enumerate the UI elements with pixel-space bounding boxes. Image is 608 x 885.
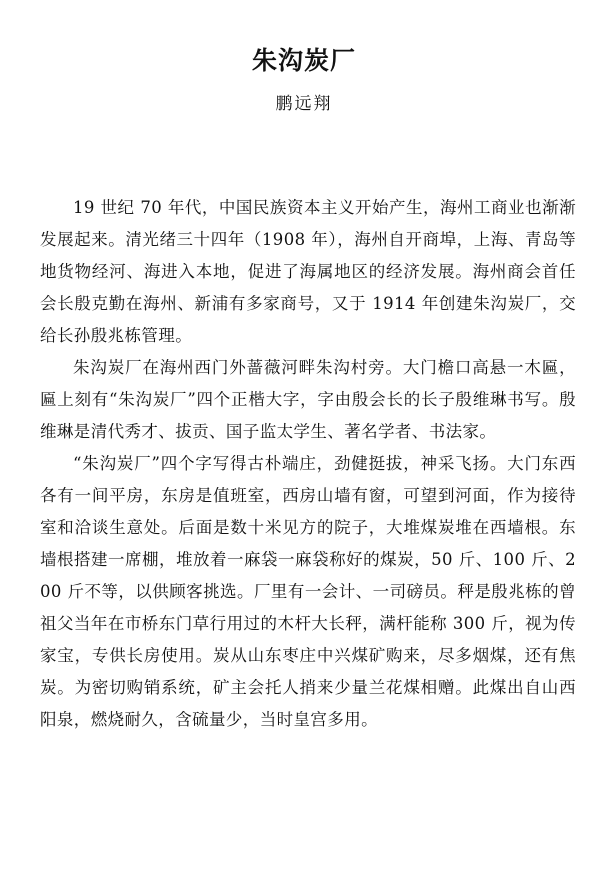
- paragraph-3: “朱沟炭厂”四个字写得古朴端庄，劲健挺拔，神采飞扬。大门东西各有一间平房，东房是值班室，西房山墙有窗，可望到河面，作为接待室和洽谈生意处。后面是数十米见方的院子，大堆煤炭堆在西墙根。东墙根搭建一席棚，堆放着一麻袋一麻袋称好的煤炭，50 斤、100 斤、200 斤不等，以供顾客挑选。厂里有一会计、一司磅员。秤是殷兆栋的曾祖父当年在市桥东门草行用过的木杆大长秤，满杆能称 300 斤，视为传家宝，专供长房使用。炭从山东枣庄中兴煤矿购来，尽多烟煤，还有焦炭。为密切购销系统，矿主会托人捎来少量兰花煤相赠。此煤出自山西阳泉，燃烧耐久，含硫量少，当时皇宫多用。: [40, 454, 576, 729]
- article-body: [40, 192, 576, 736]
- paragraph-1: 19 世纪 70 年代，中国民族资本主义开始产生，海州工商业也渐渐发展起来。清光绪三十四年（1908 年），海州自开商埠，上海、青岛等地货物经河、海进入本地，促进了海属地区的经济发展。海州商会首任会长殷克勤在海州、新浦有多家商号，又于 1914 年创建朱沟炭厂，交给长孙殷兆栋管理。: [40, 198, 576, 345]
- article-author: 鹏远翔: [275, 94, 333, 114]
- article-title: 朱沟炭厂: [251, 46, 356, 75]
- paragraph-2: 朱沟炭厂在海州西门外蔷薇河畔朱沟村旁。大门檐口高悬一木匾，匾上刻有“朱沟炭厂”四个正楷大字，字由殷会长的长子殷维琳书写。殷维琳是清代秀才、拔贡、国子监太学生、著名学者、书法家。: [40, 358, 576, 441]
